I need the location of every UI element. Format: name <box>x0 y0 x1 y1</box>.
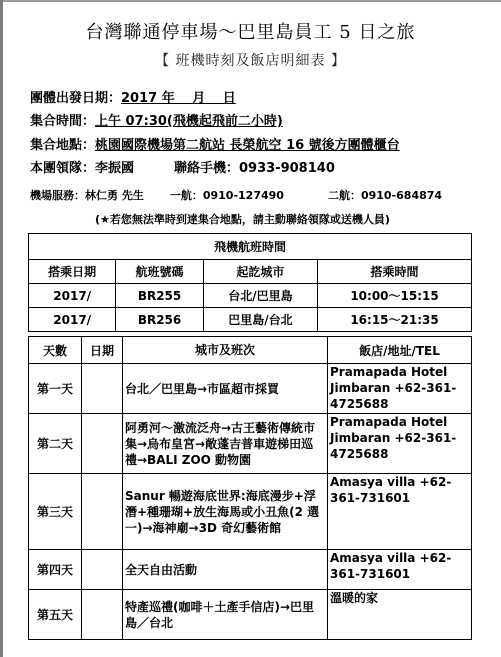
service-contact: 機場服務：林仁勇 先生 <box>30 189 144 202</box>
itinerary-route: 全天自由活動 <box>123 550 328 590</box>
itinerary-day: 第二天 <box>29 414 82 474</box>
flight-header-time: 搭乘時間 <box>318 260 472 284</box>
gather-place-line <box>30 134 400 153</box>
flight-row <box>29 284 472 308</box>
flight-header-cities: 起訖城市 <box>203 260 317 284</box>
itinerary-header-day: 天數 <box>29 337 82 364</box>
gather-time-value: 上午 07:30(飛機起飛前二小時) <box>95 114 283 129</box>
itinerary-row <box>29 590 472 640</box>
itinerary-header-date: 日期 <box>82 337 123 364</box>
itinerary-route: 阿勇河～激流泛舟→古王藝術傳統市集→烏布皇宮→敞蓬吉普車遊梯田巡禮→BALI ZOO 動物園 <box>123 414 328 474</box>
itinerary-header-route: 城市及班次 <box>123 337 328 364</box>
flight-cell-date: 2017/ <box>29 308 116 332</box>
itinerary-day: 第四天 <box>29 550 82 590</box>
flight-cell-date: 2017/ <box>29 284 116 308</box>
document-title: 台灣聯通停車場～巴里島員工 5 日之旅 <box>85 22 416 43</box>
itinerary-table <box>28 336 472 640</box>
leader-phone: 聯絡手機：0933-908140 <box>174 161 335 176</box>
itinerary-hotel: 溫暖的家 <box>328 590 472 640</box>
flight-table <box>28 233 472 332</box>
gather-time-line <box>30 110 283 129</box>
airport-service-line <box>30 187 442 203</box>
itinerary-row <box>29 414 472 474</box>
itinerary-hotel: Pramapada Hotel Jimbaran +62-361-4725688 <box>328 364 472 414</box>
itinerary-date <box>82 550 123 590</box>
itinerary-hotel: Amasya villa +62-361-731601 <box>328 474 472 550</box>
page-left-border <box>0 0 3 657</box>
gather-time-label: 集合時間： <box>30 114 96 129</box>
itinerary-row <box>29 364 472 414</box>
itinerary-row <box>29 550 472 590</box>
itinerary-date <box>82 590 123 640</box>
leader-line <box>30 157 335 176</box>
itinerary-date <box>82 414 123 474</box>
flight-cell-cities: 台北/巴里島 <box>203 284 317 308</box>
itinerary-day: 第三天 <box>29 474 82 550</box>
depart-date-line <box>30 87 236 106</box>
itinerary-date <box>82 474 123 550</box>
depart-date-value: 2017 年 月 日 <box>121 91 236 106</box>
leader-name: 本團領隊：李振國 <box>30 161 135 176</box>
itinerary-route: Sanur 暢遊海底世界:海底漫步+浮潛+種珊瑚+放生海馬或小丑魚(2 選一)→海神廟→3D 奇幻藝術館 <box>123 474 328 550</box>
itinerary-route: 特產巡禮(咖啡＋土產手信店)→巴里島／台北 <box>123 590 328 640</box>
itinerary-date <box>82 364 123 414</box>
itinerary-day: 第五天 <box>29 590 82 640</box>
gather-place-label: 集合地點： <box>30 138 96 153</box>
flight-header-number: 航班號碼 <box>116 260 203 284</box>
page-top-border <box>0 0 501 2</box>
flight-row <box>29 308 472 332</box>
document-subtitle: 【 班機時刻及飯店明細表 】 <box>155 53 346 69</box>
gather-place-value: 桃園國際機場第二航站 長榮航空 16 號後方團體櫃台 <box>95 138 400 153</box>
itinerary-hotel: Pramapada Hotel Jimbaran +62-361-4725688 <box>328 414 472 474</box>
flight-cell-time: 16:15～21:35 <box>318 308 472 332</box>
service-phone-terminal2: 二航：0910-684874 <box>327 189 443 202</box>
flight-header-date: 搭乘日期 <box>29 260 116 284</box>
flight-cell-number: BR256 <box>116 308 203 332</box>
flight-table-title: 飛機航班時間 <box>29 234 472 260</box>
flight-cell-number: BR255 <box>116 284 203 308</box>
contact-note: (★若您無法準時到達集合地點，請主動聯絡領隊或送機人員) <box>95 213 390 226</box>
itinerary-route: 台北／巴里島→市區超市採買 <box>123 364 328 414</box>
depart-date-label: 團體出發日期： <box>30 91 122 106</box>
itinerary-header-hotel: 飯店/地址/TEL <box>328 337 472 364</box>
itinerary-row <box>29 474 472 550</box>
flight-cell-cities: 巴里島/台北 <box>203 308 317 332</box>
flight-cell-time: 10:00～15:15 <box>318 284 472 308</box>
service-phone-terminal1: 一航：0910-127490 <box>169 189 284 202</box>
itinerary-hotel: Amasya villa +62-361-731601 <box>328 550 472 590</box>
itinerary-day: 第一天 <box>29 364 82 414</box>
